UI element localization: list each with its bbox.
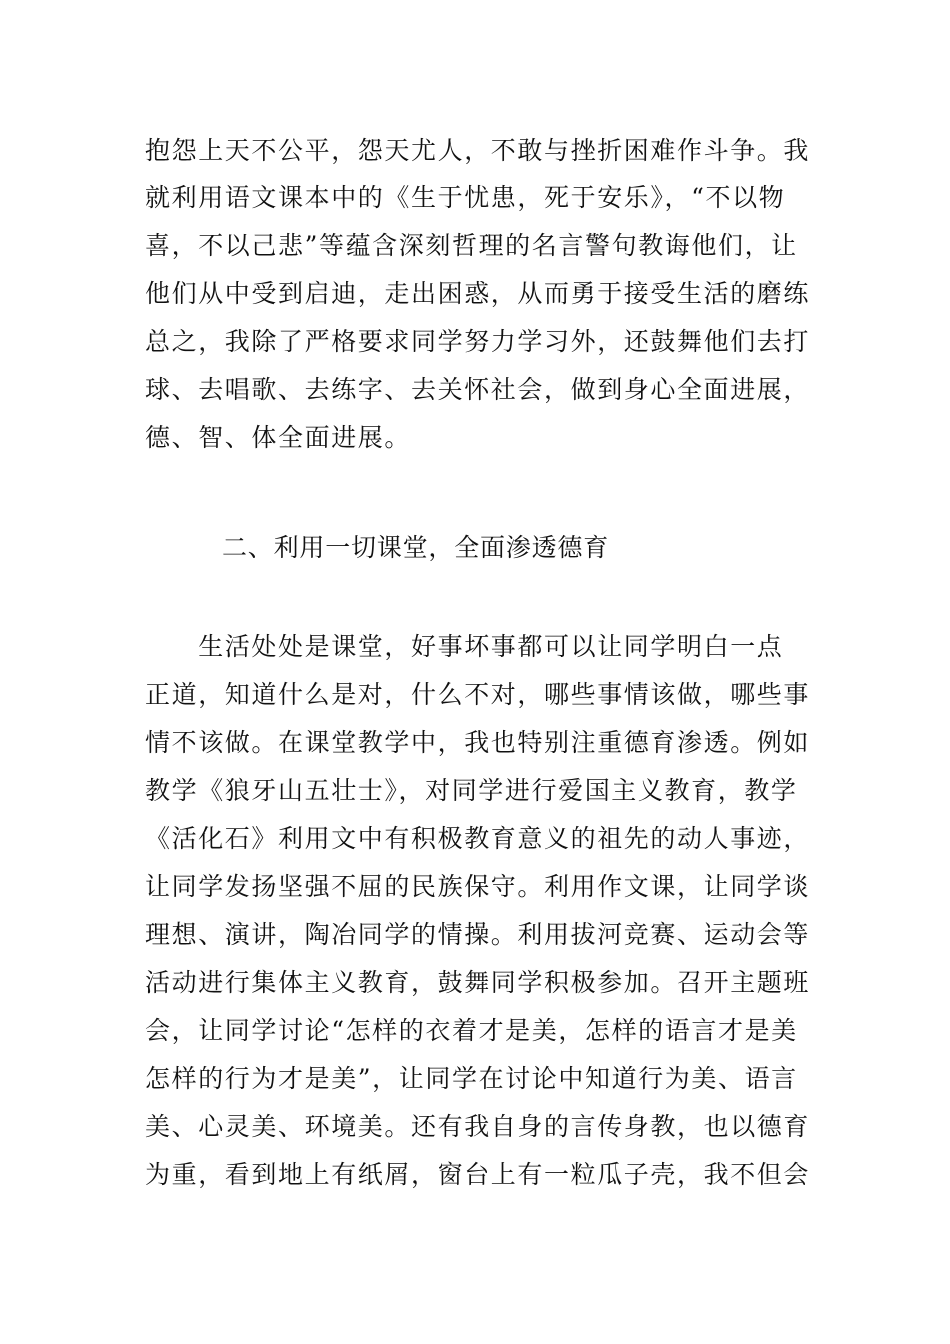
- paragraph-1-line: 德、智、体全面进展。: [145, 423, 412, 452]
- paragraph-2-line: 生活处处是课堂，好事坏事都可以让同学明白一点: [145, 632, 784, 661]
- paragraph-2-line: 教学《狼牙山五壮士》，对同学进行爱国主义教育，教学: [145, 776, 798, 805]
- section-heading: 二、利用一切课堂，全面渗透德育: [222, 533, 610, 562]
- paragraph-2-line: 活动进行集体主义教育，鼓舞同学积极参加。召开主题班: [145, 968, 811, 997]
- paragraph-2-line: 让同学发扬坚强不屈的民族保守。利用作文课，让同学谈: [145, 872, 811, 901]
- paragraph-2-line: 美、心灵美、环境美。还有我自身的言传身教，也以德育: [145, 1112, 811, 1141]
- paragraph-1-line: 总之，我除了严格要求同学努力学习外，还鼓舞他们去打: [145, 327, 811, 356]
- paragraph-2-line: 怎样的行为才是美”，让同学在讨论中知道行为美、语言: [145, 1064, 798, 1093]
- paragraph-1-line: 就利用语文课本中的《生于忧患，死于安乐》，“不以物: [145, 183, 786, 212]
- paragraph-2-line: 《活化石》利用文中有积极教育意义的祖先的动人事迹，: [145, 824, 811, 853]
- paragraph-2-line: 为重，看到地上有纸屑，窗台上有一粒瓜子壳，我不但会: [145, 1160, 811, 1189]
- paragraph-2-line: 会，让同学讨论“怎样的衣着才是美，怎样的语言才是美: [145, 1016, 798, 1045]
- paragraph-1-line: 他们从中受到启迪，走出困惑，从而勇于接受生活的磨练: [145, 279, 811, 308]
- paragraph-2-line: 正道，知道什么是对，什么不对，哪些事情该做，哪些事: [145, 680, 811, 709]
- paragraph-2-line: 情不该做。在课堂教学中，我也特别注重德育渗透。例如: [145, 728, 811, 757]
- paragraph-1-line: 球、去唱歌、去练字、去关怀社会，做到身心全面进展，: [145, 375, 811, 404]
- paragraph-1-line: 抱怨上天不公平，怨天尤人，不敢与挫折困难作斗争。我: [145, 136, 811, 165]
- paragraph-1-line: 喜，不以己悲”等蕴含深刻哲理的名言警句教诲他们，让: [145, 231, 798, 260]
- paragraph-2-line: 理想、演讲，陶冶同学的情操。利用拔河竞赛、运动会等: [145, 920, 811, 949]
